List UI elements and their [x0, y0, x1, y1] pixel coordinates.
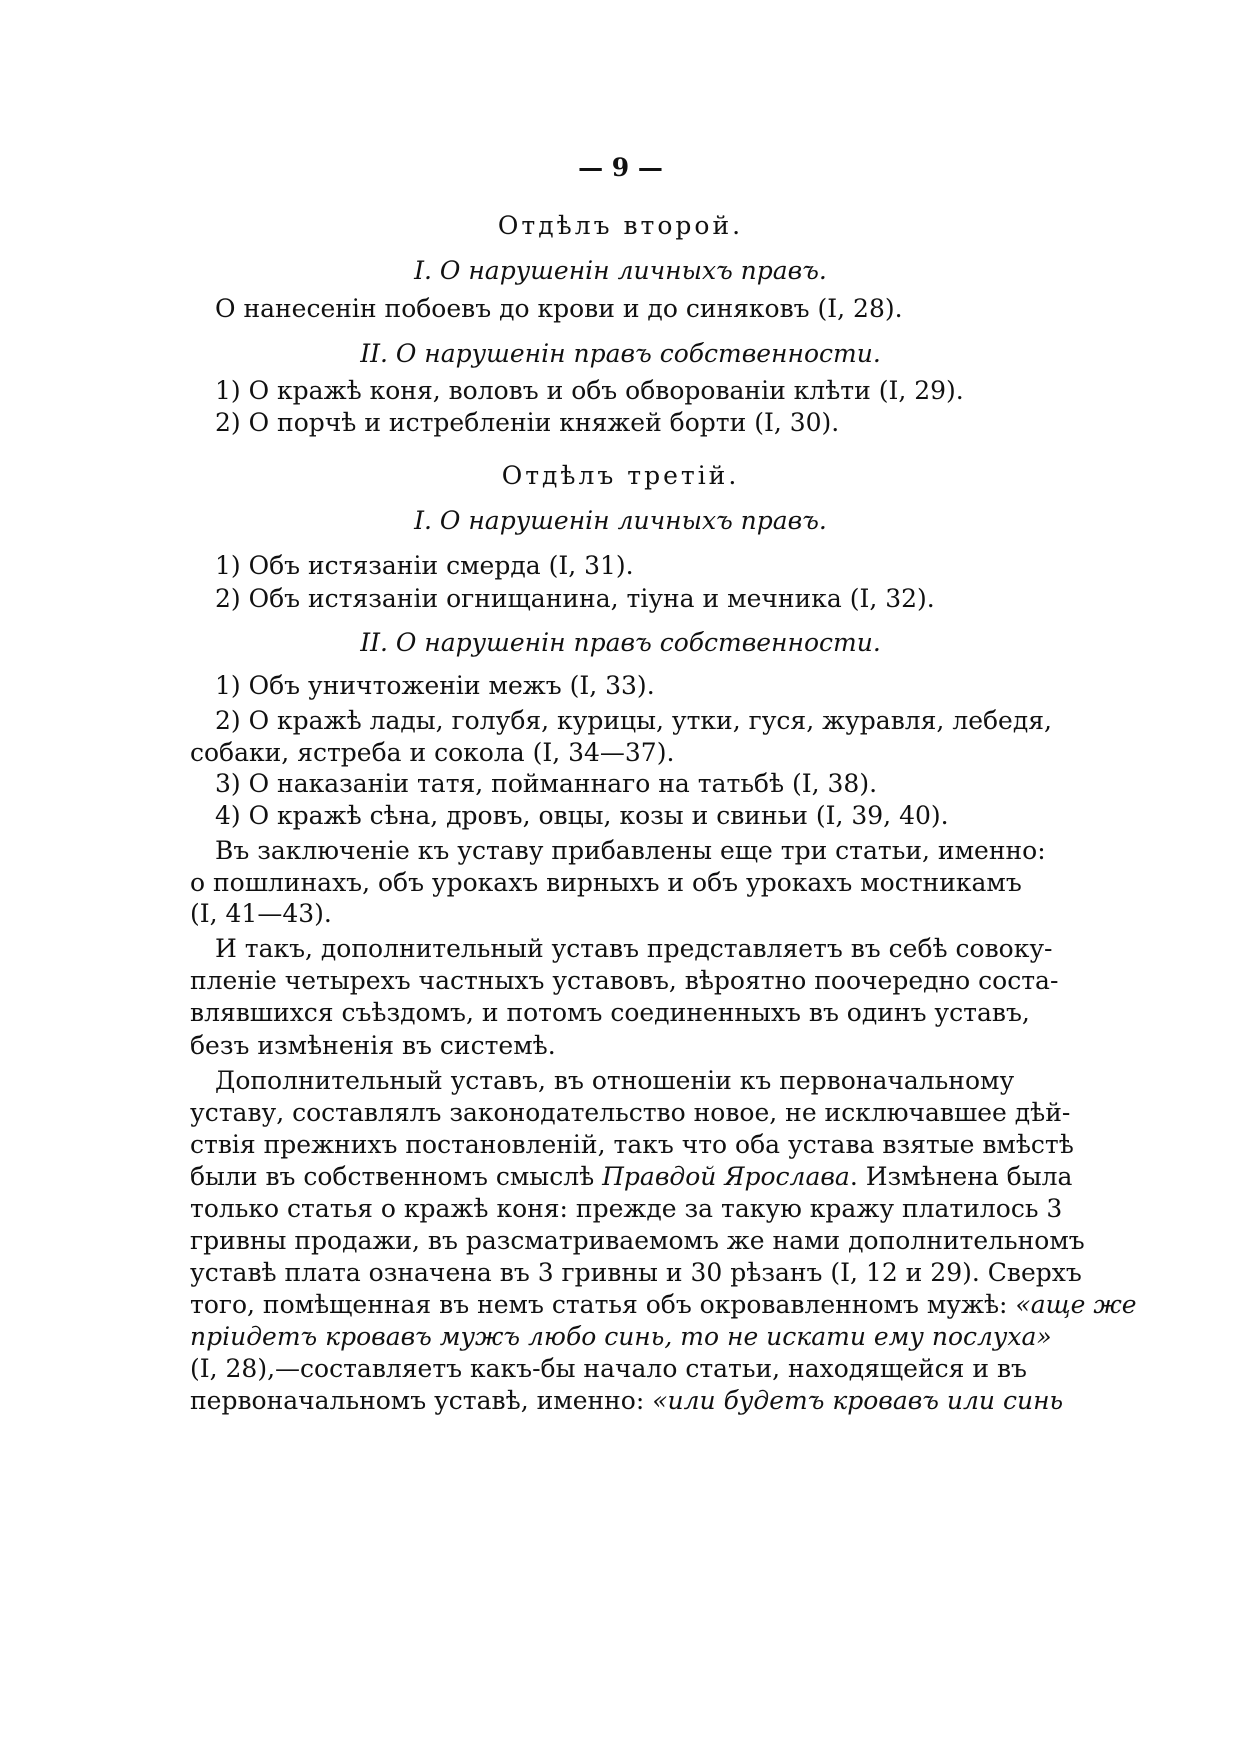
paragraph-line: (I, 41—43).	[190, 899, 332, 928]
paragraph-line: о пошлинахъ, объ урокахъ вирныхъ и объ урокахъ мостникамъ	[190, 868, 1022, 897]
paragraph-text: . Измѣнена была	[849, 1162, 1073, 1191]
list-item: 1) Объ уничтоженіи межъ (I, 33).	[215, 671, 655, 700]
page-number: — 9 —	[578, 153, 663, 182]
list-item: собаки, ястреба и сокола (I, 34—37).	[190, 738, 675, 767]
paragraph-line: уставѣ плата означена въ 3 гривны и 30 рѣзанъ (I, 12 и 29). Сверхъ	[190, 1258, 1082, 1287]
list-item: 4) О кражѣ сѣна, дровъ, овцы, козы и свиньи (I, 39, 40).	[215, 801, 949, 830]
list-item: 2) Объ истязаніи огнищанина, тіуна и мечника (I, 32).	[215, 584, 935, 613]
paragraph-line: гривны продажи, въ разсматриваемомъ же нами дополнительномъ	[190, 1226, 1085, 1255]
section-heading: Отдѣлъ второй.	[497, 211, 744, 240]
paragraph-line	[190, 1289, 1137, 1321]
list-item: 1) Объ истязаніи смерда (I, 31).	[215, 551, 634, 580]
paragraph-line: влявшихся съѣздомъ, и потомъ соединенныхъ въ одинъ уставъ,	[190, 998, 1030, 1027]
italic-quote: «или будетъ кровавъ или синь	[652, 1386, 1064, 1415]
paragraph-line: (I, 28),—составляетъ какъ-бы начало статьи, находящейся и въ	[190, 1354, 1027, 1383]
subsection-heading: II. О нарушенін правъ собственности.	[360, 339, 881, 368]
list-item: 3) О наказаніи татя, пойманнаго на татьбѣ (I, 38).	[215, 769, 878, 798]
subsection-heading: I. О нарушенін личныхъ правъ.	[414, 506, 827, 535]
paragraph-text: были въ собственномъ смыслѣ	[190, 1162, 603, 1191]
paragraph-line: ствія прежнихъ постановленій, такъ что оба устава взятые вмѣстѣ	[190, 1130, 1074, 1159]
italic-quote: пріидетъ кровавъ мужъ любо синь, то не искати ему послуха»	[190, 1322, 1052, 1351]
italic-quote: «аще же	[1015, 1290, 1137, 1319]
list-item: 2) О кражѣ лады, голубя, курицы, утки, гуся, журавля, лебедя,	[215, 706, 1052, 735]
section-heading: Отдѣлъ третій.	[501, 461, 740, 490]
paragraph-text: того, помѣщенная въ немъ статья объ окровавленномъ мужѣ:	[190, 1290, 1016, 1319]
paragraph-line	[190, 1161, 1073, 1193]
paragraph-text: первоначальномъ уставѣ, именно:	[190, 1386, 653, 1415]
paragraph-line: безъ измѣненія въ системѣ.	[190, 1031, 556, 1060]
paragraph-line: пленіе четырехъ частныхъ уставовъ, вѣроятно поочередно соста-	[190, 966, 1059, 995]
italic-title: Правдой Ярослава	[602, 1162, 850, 1191]
paragraph-line: уставу, составлялъ законодательство новое, не исключавшее дѣй-	[190, 1098, 1071, 1127]
paragraph-line: Дополнительный уставъ, въ отношеніи къ первоначальному	[215, 1066, 1015, 1095]
paragraph-line: Въ заключеніе къ уставу прибавлены еще три статьи, именно:	[215, 836, 1046, 865]
paragraph-line	[190, 1385, 1064, 1417]
list-item: 1) О кражѣ коня, воловъ и объ обворованіи клѣти (I, 29).	[215, 376, 964, 405]
subsection-heading: II. О нарушенін правъ собственности.	[360, 628, 881, 657]
subsection-heading: I. О нарушенін личныхъ правъ.	[414, 256, 827, 285]
list-item: 2) О порчѣ и истребленіи княжей борти (I, 30).	[215, 408, 840, 437]
text-line: О нанесенін побоевъ до крови и до синяковъ (I, 28).	[215, 294, 903, 323]
paragraph-line: только статья о кражѣ коня: прежде за такую кражу платилось 3	[190, 1194, 1063, 1223]
paragraph-line: И такъ, дополнительный уставъ представляетъ въ себѣ совоку-	[215, 934, 1053, 963]
